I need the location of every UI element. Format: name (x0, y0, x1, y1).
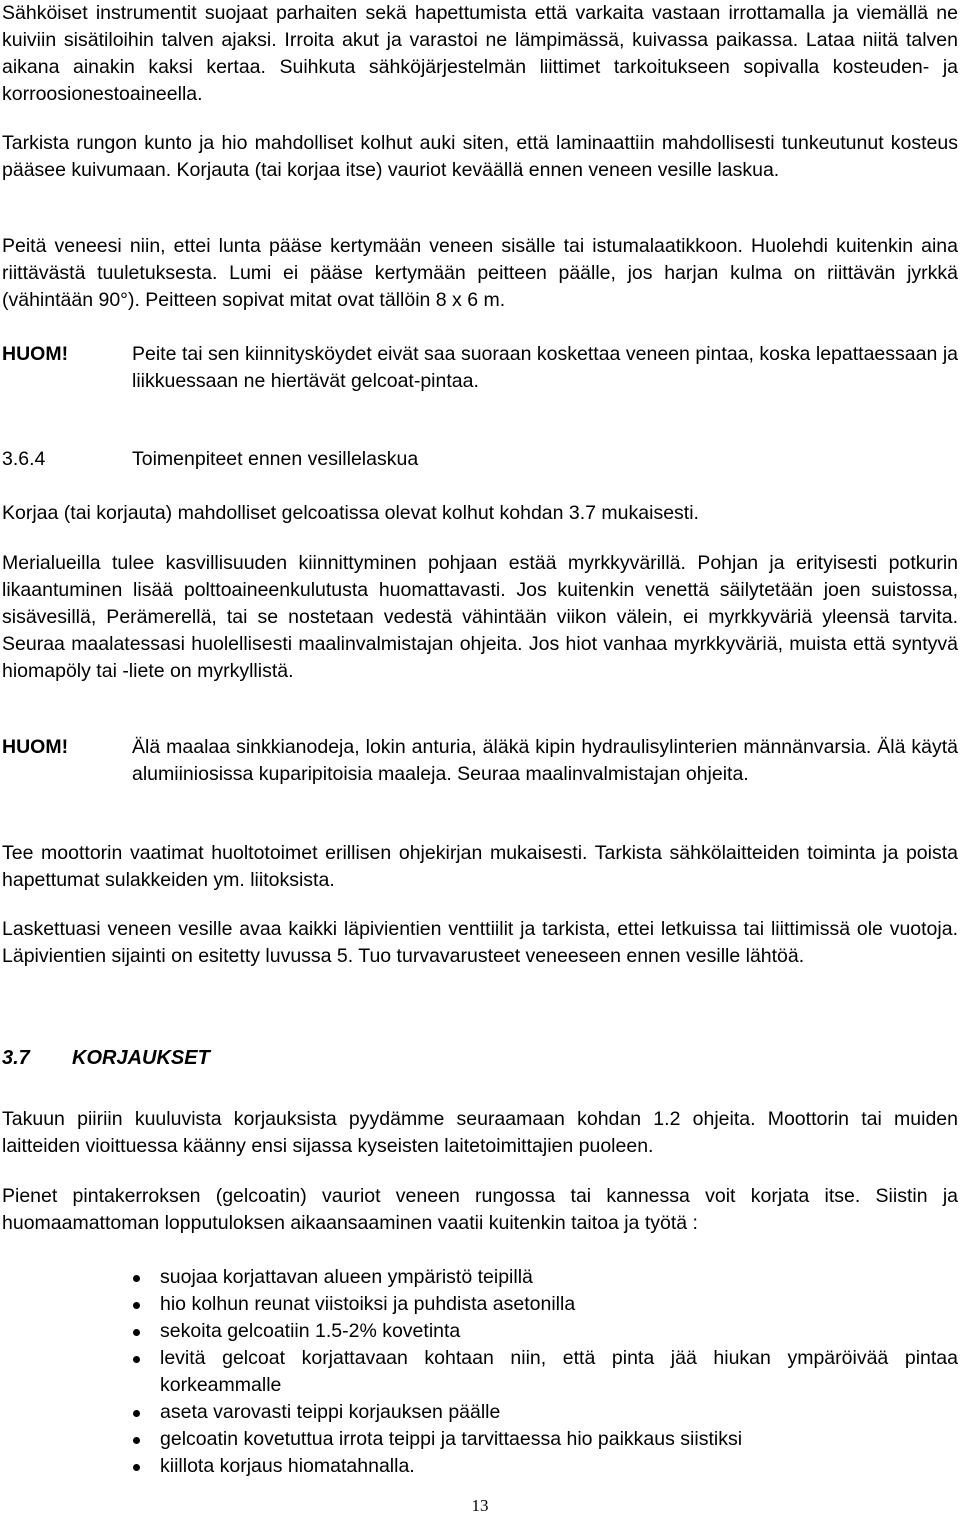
paragraph-text: Tee moottorin vaatimat huoltotoimet erillisen ohjekirjan mukaisesti. Tarkista sähkölaitteiden toiminta ja poista hapettumat sulakkeiden ym. liitoksista. (2, 842, 958, 891)
bullet-icon (133, 1410, 140, 1417)
section-title: Toimenpiteet ennen vesillelaskua (132, 448, 419, 470)
note-label: HUOM! (2, 736, 69, 758)
bullet-icon (133, 1275, 140, 1282)
list-item (2, 1399, 958, 1426)
list-item (2, 1291, 958, 1318)
paragraph-small-repairs (2, 1183, 958, 1237)
list-item-text: sekoita gelcoatiin 1.5-2% kovetinta (160, 1320, 461, 1342)
paragraph-text: Korjaa (tai korjauta) mahdolliset gelcoatissa olevat kolhut kohdan 3.7 mukaisesti. (2, 502, 699, 524)
paragraph-boat-cover (2, 233, 958, 314)
section-number: 3.7 (2, 1047, 30, 1069)
list-item-text: aseta varovasti teippi korjauksen päälle (160, 1401, 501, 1423)
paragraph-engine-service (2, 840, 958, 894)
paragraph-gelcoat-dents (2, 500, 958, 527)
paragraph-text: Sähköiset instrumentit suojaat parhaiten sekä hapettumista että varkaita vastaan irrottamalla ja viemällä ne kuiviin sisätiloihin talven ajaksi. Irroita akut ja varastoi ne lämpimässä, kuivassa paikassa. Lataa niitä talven aikana ainakin kaksi kertaa. Suihkuta sähköjärjestelmän liittimet tarkoitukseen sopivalla kosteuden- ja korroosionestoaineella. (2, 2, 958, 105)
paragraph-electronics-storage (2, 0, 958, 108)
list-item (2, 1318, 958, 1345)
list-item-text: gelcoatin kovetuttua irrota teippi ja tarvittaessa hio paikkaus siistiksi (160, 1428, 743, 1450)
repair-steps-list (2, 1264, 958, 1480)
paragraph-text: Merialueilla tulee kasvillisuuden kiinnittyminen pohjaan estää myrkkyvärillä. Pohjan ja erityisesti potkurin likaantuminen lisää polttoaineenkulutusta huomattavasti. Jos kuitenkin venettä säilytetään joen suistossa, sisävesillä, Perämerellä, tai se nostetaan vedestä vähintään viikon välein, ei myrkkyväriä yleensä tarvita. Seuraa maalatessasi huolellisesti maalinvalmistajan ohjeita. Jos hiot vanhaa myrkkyväriä, muista että syntyvä hiomapöly tai -liete on myrkyllistä. (2, 552, 958, 682)
paragraph-warranty (2, 1106, 958, 1160)
bullet-icon (133, 1356, 140, 1363)
list-item (2, 1345, 958, 1399)
list-item (2, 1453, 958, 1480)
list-item-text: levitä gelcoat korjattavaan kohtaan niin, että pinta jää hiukan ympäröivää pintaa korkeammalle (160, 1347, 958, 1396)
bullet-icon (133, 1329, 140, 1336)
paragraph-text: Peitä veneesi niin, ettei lunta pääse kertymään veneen sisälle tai istumalaatikkoon. Huolehdi kuitenkin aina riittävästä tuuletuksesta. Lumi ei pääse kertymään peitteen päälle, jos harjan kulma on riittävän jyrkkä (vähintään 90°). Peitteen sopivat mitat ovat tällöin 8 x 6 m. (2, 235, 958, 311)
section-number: 3.6.4 (2, 448, 46, 470)
paragraph-text: Tarkista rungon kunto ja hio mahdolliset kolhut auki siten, että laminaattiin mahdollisesti tunkeutunut kosteus pääsee kuivumaan. Korjauta (tai korjaa itse) vauriot keväällä ennen veneen vesille laskua. (2, 132, 958, 181)
list-item-text: kiillota korjaus hiomatahnalla. (160, 1455, 415, 1477)
section-title: KORJAUKSET (72, 1047, 210, 1069)
page-number: 13 (471, 1496, 489, 1515)
list-item-text: suojaa korjattavan alueen ympäristö teipillä (160, 1266, 533, 1288)
bullet-icon (133, 1464, 140, 1471)
paragraph-hull-inspection (2, 130, 958, 184)
list-item (2, 1426, 958, 1453)
note-text: Älä maalaa sinkkianodeja, lokin anturia, äläkä kipin hydraulisylinterien männänvarsia. Älä käytä alumiiniosissa kuparipitoisia maaleja. Seuraa maalinvalmistajan ohjeita. (132, 736, 958, 785)
paragraph-text: Pienet pintakerroksen (gelcoatin) vauriot veneen rungossa tai kannessa voit korjata itse. Siistin ja huomaamattoman lopputuloksen aikaansaaminen vaatii kuitenkin taitoa ja työtä : (2, 1185, 958, 1234)
bullet-icon (133, 1437, 140, 1444)
paragraph-launch-check (2, 916, 958, 970)
paragraph-text: Takuun piiriin kuuluvista korjauksista pyydämme seuraamaan kohdan 1.2 ohjeita. Moottorin tai muiden laitteiden vioittuessa käänny ensi sijassa kyseisten laitetoimittajien puoleen. (2, 1108, 958, 1157)
paragraph-antifouling (2, 550, 958, 685)
note-label: HUOM! (2, 343, 69, 365)
paragraph-text: Laskettuasi veneen vesille avaa kaikki läpivientien venttiilit ja tarkista, ettei letkuissa tai liittimissä ole vuotoja. Läpivientien sijainti on esitetty luvussa 5. Tuo turvavarusteet veneeseen ennen vesille lähtöä. (2, 918, 958, 967)
note-text: Peite tai sen kiinnitysköydet eivät saa suoraan koskettaa veneen pintaa, koska lepattaessaan ja liikkuessaan ne hiertävät gelcoat-pintaa. (132, 343, 958, 392)
bullet-icon (133, 1302, 140, 1309)
list-item-text: hio kolhun reunat viistoiksi ja puhdista asetonilla (160, 1293, 576, 1315)
list-item (2, 1264, 958, 1291)
